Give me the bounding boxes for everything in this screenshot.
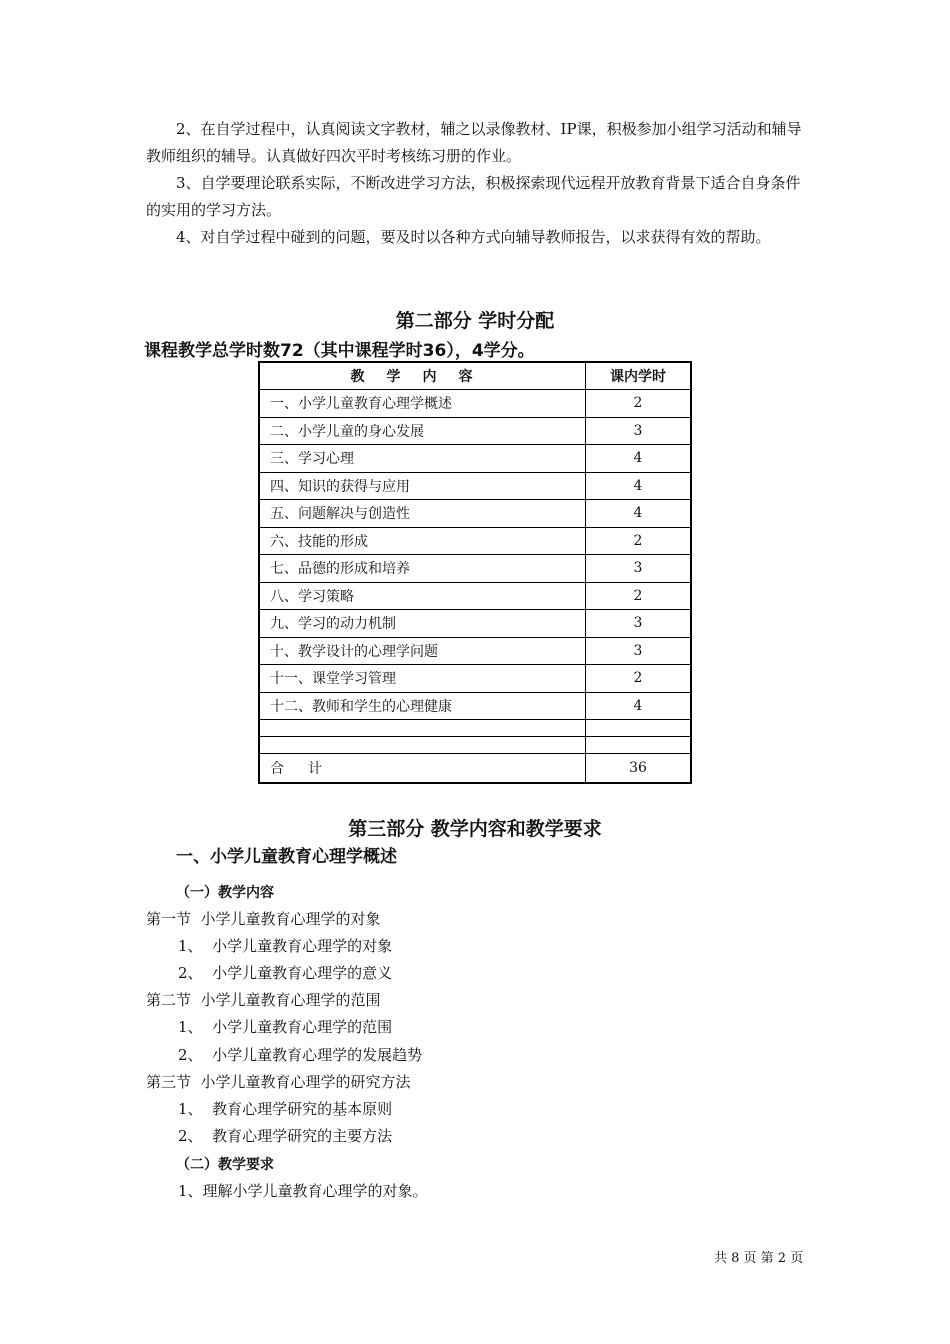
row-content: 一、小学儿童教育心理学概述 [259, 390, 586, 418]
table-row [259, 500, 691, 528]
table-row [259, 390, 691, 418]
row-content: 十、教学设计的心理学问题 [259, 637, 586, 665]
row-hours: 2 [586, 582, 692, 610]
section-item: 1、 小学儿童教育心理学的对象 [178, 937, 393, 955]
row-content: 三、学习心理 [259, 445, 586, 473]
table-row [259, 527, 691, 555]
row-hours: 3 [586, 555, 692, 583]
table-row [259, 610, 691, 638]
total-label-cell [259, 754, 586, 784]
table-row-empty [259, 737, 691, 754]
hours-table [258, 361, 692, 784]
row-hours: 4 [586, 692, 692, 720]
empty-cell [259, 737, 586, 754]
section-item: 2、 小学儿童教育心理学的发展趋势 [178, 1046, 423, 1064]
row-hours: 4 [586, 472, 692, 500]
table-row [259, 637, 691, 665]
row-content: 六、技能的形成 [259, 527, 586, 555]
table-header-row [259, 362, 691, 390]
header-content: 教学内容 [259, 362, 586, 390]
section-item: 2、 小学儿童教育心理学的意义 [178, 964, 393, 982]
section-title: 第二节 小学儿童教育心理学的范围 [146, 991, 381, 1009]
header-hours: 课内学时 [586, 362, 692, 390]
hours-summary: 课程教学总学时数72（其中课程学时36），4学分。 [144, 341, 535, 361]
row-content: 七、品德的形成和培养 [259, 555, 586, 583]
table-row [259, 472, 691, 500]
table-total-row [259, 754, 691, 784]
section-title: 第三节 小学儿童教育心理学的研究方法 [146, 1073, 411, 1091]
table-row-empty [259, 720, 691, 737]
total-hours: 36 [586, 754, 692, 784]
table-row [259, 692, 691, 720]
table-row [259, 555, 691, 583]
row-hours: 3 [586, 637, 692, 665]
intro-paragraph: 2、在自学过程中，认真阅读文字教材，辅之以录像教材、IP课，积极参加小组学习活动和辅导教师组织的辅导。认真做好四次平时考核练习册的作业。 [146, 120, 802, 165]
row-content: 十二、教师和学生的心理健康 [259, 692, 586, 720]
total-label: 合计 [270, 761, 346, 777]
row-hours: 2 [586, 665, 692, 693]
row-content: 十一、课堂学习管理 [259, 665, 586, 693]
requirement-item: 1、理解小学儿童教育心理学的对象。 [178, 1182, 428, 1200]
intro-paragraph: 4、对自学过程中碰到的问题，要及时以各种方式向辅导教师报告，以求获得有效的帮助。 [176, 228, 771, 246]
part2-title: 第二部分 学时分配 [395, 310, 555, 332]
row-hours: 2 [586, 390, 692, 418]
section-item: 2、 教育心理学研究的主要方法 [178, 1127, 393, 1145]
section-title: 第一节 小学儿童教育心理学的对象 [146, 910, 381, 928]
empty-cell [259, 720, 586, 737]
section-item: 1、 教育心理学研究的基本原则 [178, 1100, 393, 1118]
chapter-title: 一、小学儿童教育心理学概述 [176, 847, 397, 867]
row-content: 九、学习的动力机制 [259, 610, 586, 638]
row-hours: 4 [586, 500, 692, 528]
section-item: 1、 小学儿童教育心理学的范围 [178, 1018, 393, 1036]
intro-paragraph: 3、自学要理论联系实际，不断改进学习方法，积极探索现代远程开放教育背景下适合自身条件的实用的学习方法。 [146, 174, 801, 219]
row-content: 四、知识的获得与应用 [259, 472, 586, 500]
page-footer: 共 8 页 第 2 页 [714, 1251, 804, 1266]
row-content: 二、小学儿童的身心发展 [259, 417, 586, 445]
table-row [259, 445, 691, 473]
table-row [259, 417, 691, 445]
table-row [259, 582, 691, 610]
empty-cell [586, 737, 692, 754]
row-hours: 3 [586, 610, 692, 638]
requirements-heading: （二）教学要求 [176, 1157, 274, 1173]
row-hours: 2 [586, 527, 692, 555]
row-content: 八、学习策略 [259, 582, 586, 610]
row-content: 五、问题解决与创造性 [259, 500, 586, 528]
table-row [259, 665, 691, 693]
part3-title: 第三部分 教学内容和教学要求 [348, 818, 602, 840]
row-hours: 3 [586, 417, 692, 445]
empty-cell [586, 720, 692, 737]
row-hours: 4 [586, 445, 692, 473]
content-heading: （一）教学内容 [176, 885, 274, 901]
